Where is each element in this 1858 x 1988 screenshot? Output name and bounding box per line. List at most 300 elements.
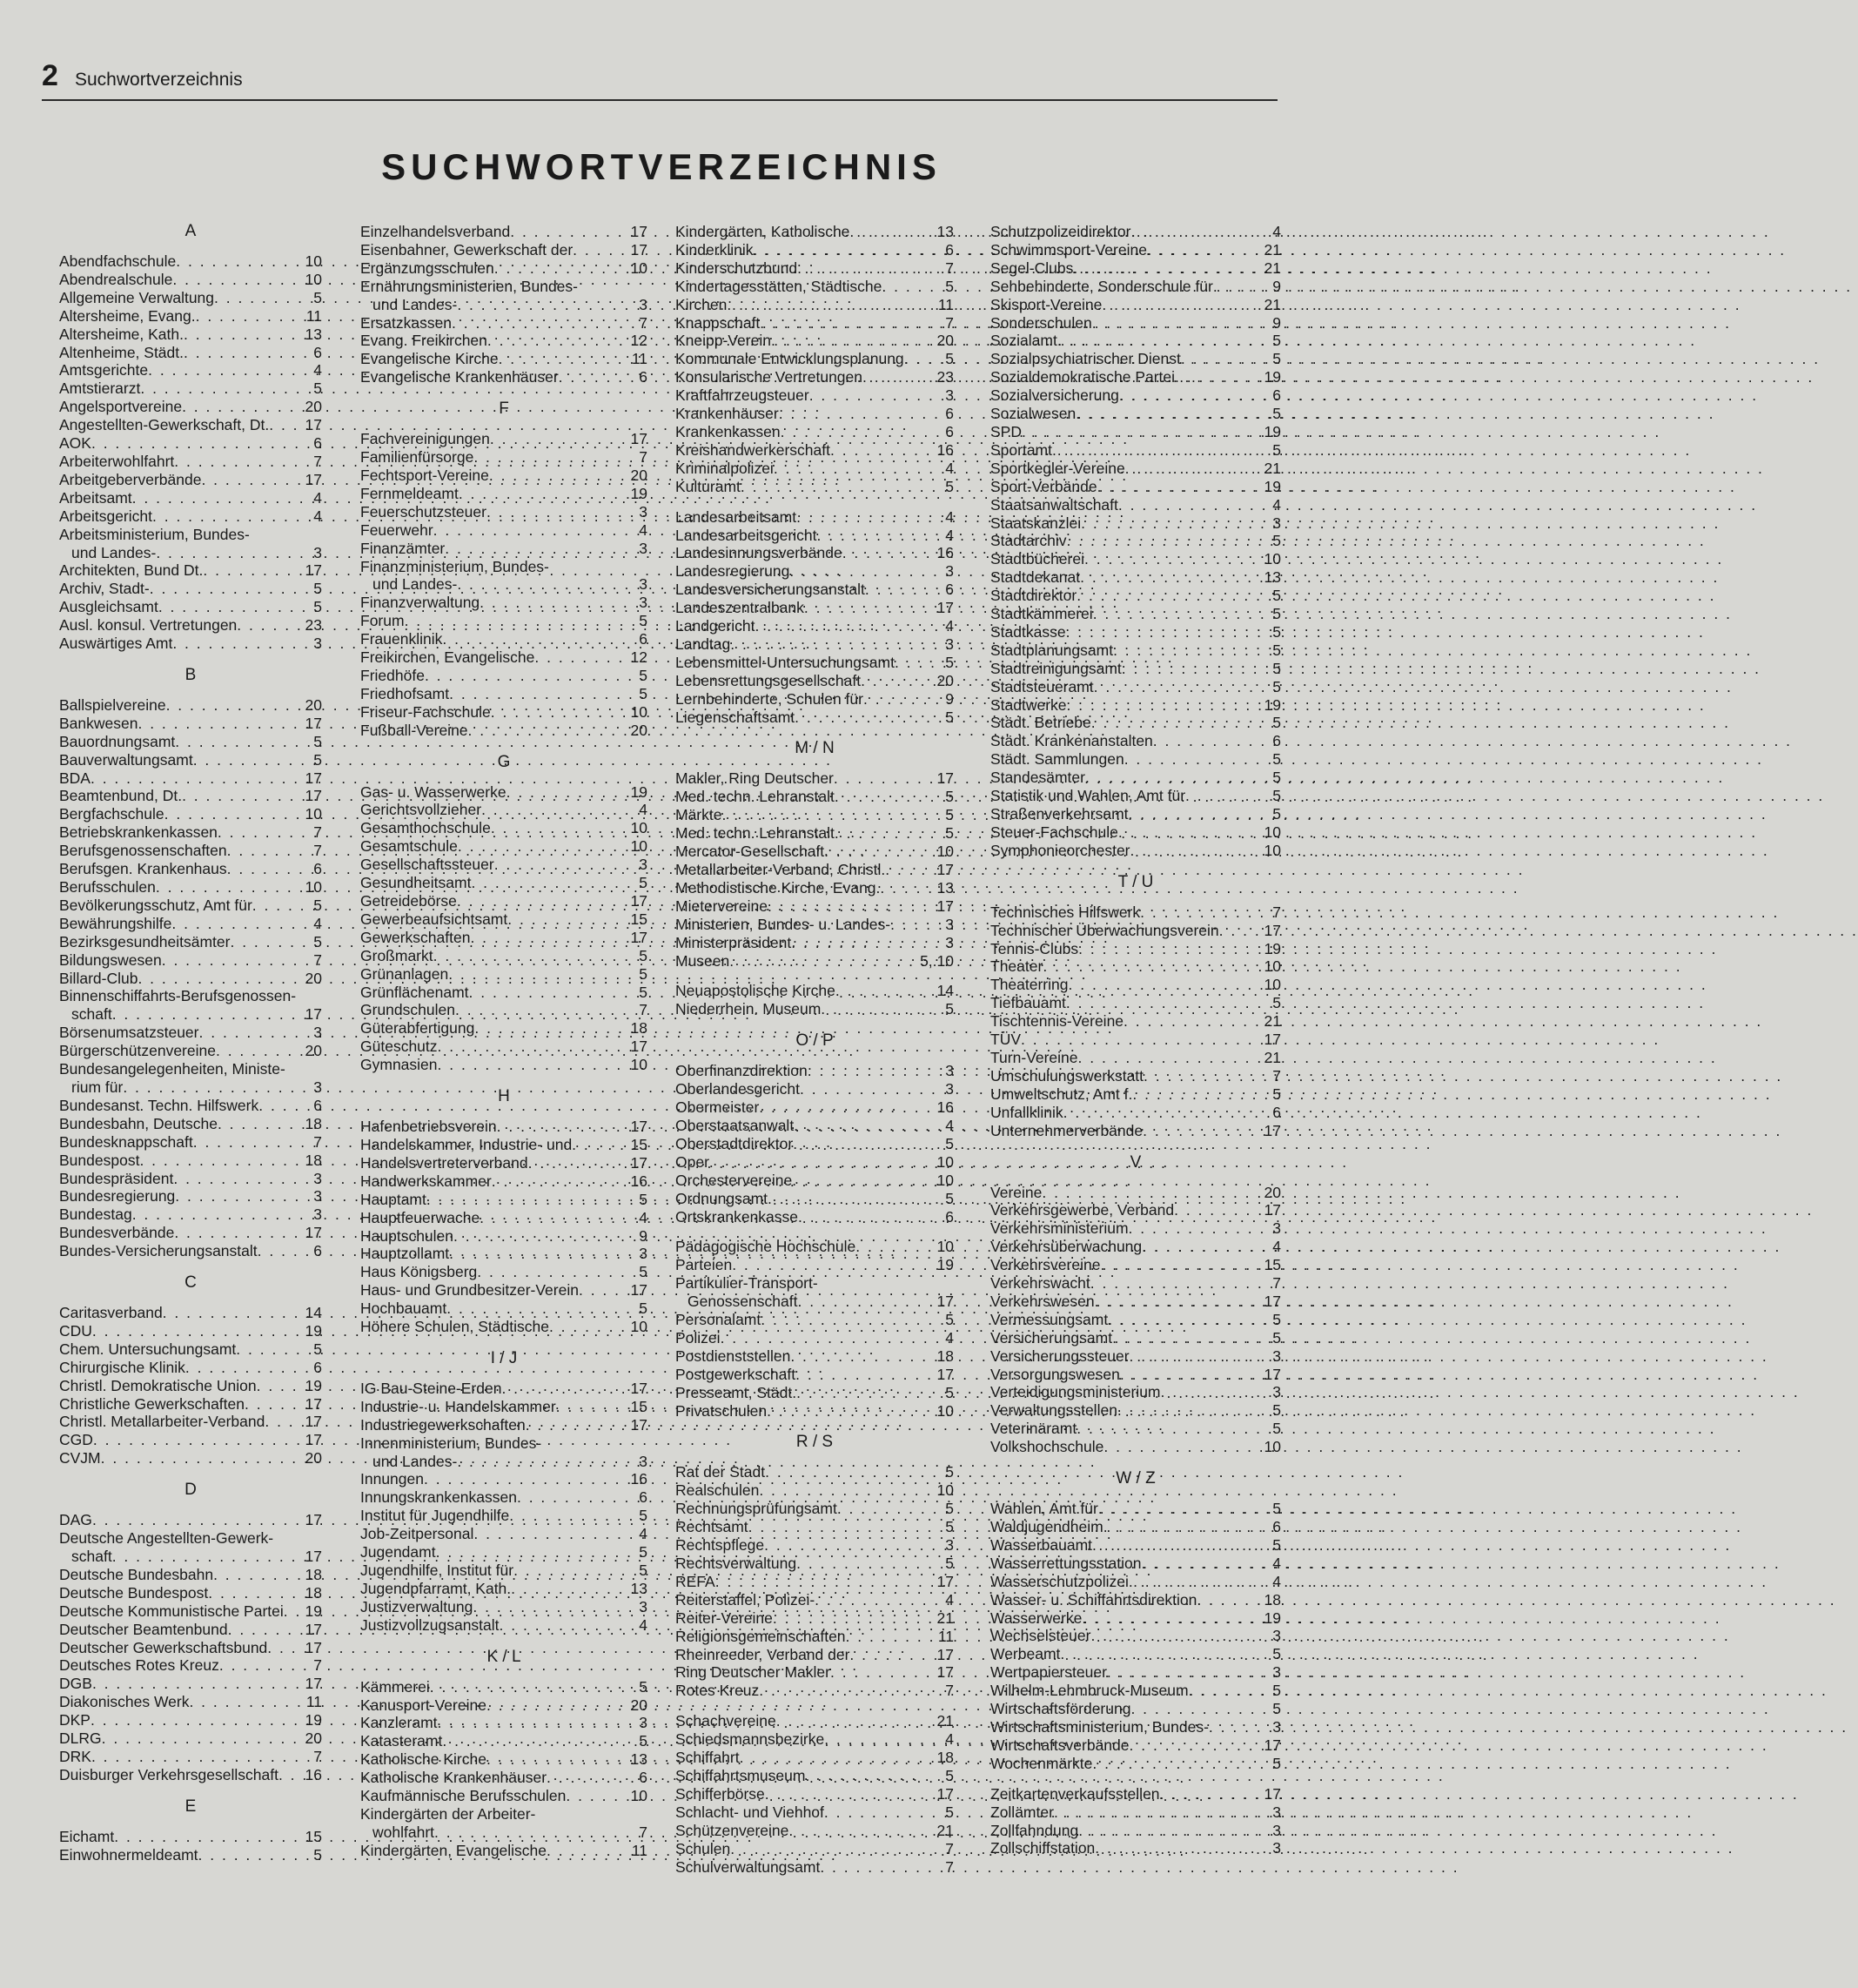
leader-dots (517, 1488, 636, 1507)
leader-dots (1095, 1293, 1262, 1311)
entry-term: Deutsche Kommunistische Partei (59, 1602, 284, 1620)
index-entry (59, 1152, 322, 1170)
leader-dots (1153, 732, 1270, 750)
leader-dots (1090, 1274, 1270, 1293)
index-entry (59, 1024, 322, 1042)
entry-term: Evang. Freikirchen (360, 332, 487, 350)
entry-page: 3 (1272, 1839, 1281, 1857)
entry-term: Unfallklinik (990, 1103, 1063, 1121)
index-entry (675, 1208, 954, 1226)
entry-term: Bundespost (59, 1151, 140, 1169)
index-entry (360, 1380, 647, 1398)
entry-page: 3 (639, 1597, 647, 1615)
entry-term: Beamtenbund, Dt. (59, 787, 183, 805)
entry-page: 19 (1264, 695, 1281, 714)
entry-page: 3 (1272, 1717, 1281, 1736)
leader-dots (138, 970, 302, 988)
index-entry (675, 1329, 954, 1347)
leader-dots (471, 874, 636, 892)
index-entry (59, 860, 322, 878)
leader-dots (507, 910, 627, 929)
index-entry (360, 1769, 647, 1787)
index-entry (990, 1591, 1281, 1609)
leader-dots (729, 952, 917, 970)
entry-term: Ersatzkassen (360, 313, 453, 332)
index-entry (990, 405, 1281, 423)
entry-page: 17 (1264, 1201, 1281, 1219)
leader-dots (1057, 332, 1270, 350)
leader-dots (92, 1675, 303, 1693)
entry-page: 5 (1272, 677, 1281, 695)
entry-term: Rechtsamt (675, 1518, 748, 1536)
leader-dots (148, 361, 311, 379)
entry-gap (675, 1226, 954, 1238)
index-entry (990, 1293, 1281, 1311)
entry-term: Bundesverbände (59, 1224, 175, 1242)
index-entry (59, 715, 322, 733)
entry-page: 10 (305, 270, 322, 288)
index-entry (990, 514, 1281, 533)
index-entry (990, 1438, 1281, 1456)
entry-term: DRK (59, 1747, 91, 1765)
entry-term: Stadtarchiv (990, 532, 1067, 550)
entry-page: 17 (305, 1005, 322, 1024)
index-entry (360, 929, 647, 947)
entry-page: 5 (1272, 405, 1281, 423)
index-entry (59, 434, 322, 453)
entry-page: 17 (630, 1281, 647, 1300)
index-entry (59, 1340, 322, 1359)
index-entry (990, 1645, 1281, 1663)
entry-page: 21 (1264, 259, 1281, 277)
leader-dots (433, 521, 637, 540)
leader-dots (486, 1696, 628, 1715)
leader-dots (773, 1609, 935, 1628)
entry-term: Fernmeldeamt (360, 484, 459, 502)
entry-page: 3 (313, 1206, 322, 1224)
index-entry (59, 1078, 322, 1097)
entry-term: und Landes- (372, 295, 458, 313)
entry-term: Märkte (675, 806, 722, 824)
entry-page: 15 (630, 1397, 647, 1415)
index-entry (990, 1067, 1281, 1085)
leader-dots (480, 594, 636, 612)
entry-term: Freikirchen, Evangelische (360, 648, 535, 667)
entry-page: 6 (639, 1488, 647, 1507)
entry-term: Med. techn. Lehranstalt (675, 824, 835, 843)
entry-term: Bürgerschützenvereine (59, 1042, 216, 1060)
entry-term: Sozialamt (990, 332, 1057, 350)
entry-term: Kirchen (675, 295, 728, 313)
index-entry (675, 843, 954, 861)
leader-dots (824, 1730, 942, 1749)
entry-page: 16 (630, 1172, 647, 1190)
entry-term: Rechnungsprüfungsamt (675, 1500, 837, 1518)
leader-dots (1125, 460, 1262, 478)
leader-dots (185, 1359, 311, 1377)
leader-dots (1063, 1104, 1271, 1122)
index-entry (990, 296, 1281, 314)
entry-term: Kanzleramt (360, 1714, 438, 1732)
index-entry (990, 1822, 1281, 1840)
leader-dots (497, 1118, 628, 1136)
leader-dots (547, 1769, 636, 1787)
entry-page: 4 (639, 521, 647, 539)
leader-dots (101, 1449, 303, 1467)
entry-term: Lernbehinderte, Schulen für (675, 689, 863, 708)
entry-page: 5 (313, 1340, 322, 1358)
index-entry (360, 1488, 647, 1507)
index-entry (360, 1787, 647, 1805)
leader-dots (182, 398, 302, 416)
leader-dots (1092, 314, 1271, 332)
index-entry (360, 910, 647, 929)
entry-term: Symphonieorchester (990, 841, 1130, 859)
index-entry (360, 685, 647, 703)
leader-dots (559, 368, 637, 386)
leader-dots (184, 326, 303, 344)
leader-dots (566, 1787, 627, 1805)
entry-term: schaft (71, 1005, 112, 1024)
entry-term: Unternehmerverbände (990, 1121, 1144, 1139)
entry-term: Schlacht- und Viehhof (675, 1803, 824, 1821)
entry-page: 5 (639, 684, 647, 702)
entry-term: Christl. Metallarbeiter-Verband (59, 1413, 265, 1431)
entry-page: 7 (945, 1857, 954, 1876)
index-entry (360, 1191, 647, 1209)
entry-page: 4 (945, 507, 954, 526)
entry-page: 16 (936, 440, 954, 459)
leader-dots (91, 769, 303, 788)
leader-dots (93, 1431, 303, 1449)
entry-term: Städt. Betriebe (990, 714, 1091, 732)
leader-dots (1067, 532, 1271, 550)
entry-page: 4 (945, 1730, 954, 1749)
entry-term: Innungskrankenkassen (360, 1488, 517, 1507)
index-entry (59, 1566, 322, 1584)
entry-page: 4 (1272, 1554, 1281, 1572)
entry-page: 6 (313, 860, 322, 878)
index-entry (990, 623, 1281, 641)
entry-term: Bundesregierung (59, 1187, 176, 1206)
index-entry (59, 580, 322, 598)
entry-term: Krankenhäuser (675, 405, 779, 423)
entry-page: 5 (313, 732, 322, 750)
index-entry (59, 1322, 322, 1340)
leader-dots (1094, 678, 1271, 696)
entry-term: Staatskanzlei (990, 514, 1082, 532)
entry-term: Schifferbörse (675, 1784, 765, 1803)
entry-term: Oberstaatsanwalt (675, 1116, 795, 1134)
entry-term: Skisport-Vereine (990, 295, 1103, 313)
index-entry (990, 769, 1281, 787)
entry-page: 7 (313, 452, 322, 470)
index-entry (59, 453, 322, 471)
entry-term: Stadtwerke (990, 695, 1067, 714)
leader-dots (830, 1663, 935, 1682)
index-entry (59, 823, 322, 842)
entry-term: Kindergärten, Evangelische (360, 1841, 547, 1859)
index-entry (675, 672, 954, 690)
index-entry (990, 1700, 1281, 1718)
leader-dots (835, 982, 935, 1000)
leader-dots (494, 259, 628, 278)
index-entry (360, 1398, 647, 1416)
entry-page: 9 (945, 689, 954, 708)
leader-dots (792, 1172, 934, 1190)
leader-dots (501, 1380, 627, 1398)
entry-term: Verwaltungsstellen (990, 1401, 1117, 1420)
entry-term: Arbeiterwohlfahrt (59, 452, 175, 470)
entry-term: Archiv, Stadt- (59, 580, 150, 598)
entry-page: 20 (936, 332, 954, 350)
entry-page: 18 (1264, 1590, 1281, 1609)
entry-term: Kulturamt (675, 477, 741, 495)
entry-term: schaft (71, 1548, 112, 1565)
entry-page: 12 (630, 648, 647, 667)
index-entry (675, 769, 954, 788)
entry-term: Bauverwaltungsamt (59, 750, 193, 769)
index-column-2 (360, 223, 647, 1860)
entry-term: Verkehrsgewerbe, Verband (990, 1201, 1175, 1219)
index-entry (675, 952, 954, 970)
entry-term: Christliche Gewerkschaften (59, 1394, 245, 1413)
index-entry (360, 1281, 647, 1300)
index-entry (675, 1591, 954, 1609)
index-entry (360, 1038, 647, 1056)
entry-term: Friedhofsamt (360, 684, 450, 702)
entry-term: Sonderschulen (990, 313, 1092, 332)
section-letter: T / U (1117, 872, 1154, 891)
leader-dots (1132, 1085, 1270, 1104)
entry-page: 4 (945, 1590, 954, 1609)
index-column-1 (59, 223, 322, 1864)
entry-page: 4 (945, 1328, 954, 1347)
entry-term: Betriebskrankenkassen (59, 823, 218, 842)
index-entry (59, 1097, 322, 1115)
entry-term: Grundschulen (360, 1001, 455, 1019)
entry-page: 5 (945, 477, 954, 495)
section-letter: I / J (490, 1348, 518, 1367)
index-entry (360, 801, 647, 819)
index-entry (675, 278, 954, 296)
entry-page: 4 (639, 1208, 647, 1226)
entry-term: Wahlen, Amt für (990, 1500, 1098, 1518)
leader-dots (768, 897, 935, 916)
leader-dots (1107, 1663, 1270, 1682)
entry-page: 20 (630, 721, 647, 739)
leader-dots (1143, 1122, 1261, 1140)
entry-term: Kraftfahrzeugsteuer (675, 386, 809, 405)
entry-page: 10 (1264, 1438, 1281, 1456)
index-entry (59, 307, 322, 326)
entry-page: 4 (1272, 495, 1281, 514)
index-entry (990, 750, 1281, 769)
entry-term: Landtag (675, 635, 731, 653)
leader-dots (219, 1656, 311, 1675)
index-entry (360, 837, 647, 856)
leader-dots (1142, 1238, 1270, 1256)
leader-dots (1092, 1536, 1270, 1555)
index-entry (990, 441, 1281, 460)
entry-term: Schachvereine (675, 1712, 776, 1730)
entry-page: 10 (936, 1152, 954, 1171)
leader-dots (425, 667, 636, 685)
leader-dots (424, 1470, 628, 1488)
index-entry (675, 1628, 954, 1646)
entry-term: Stadtplanungsamt (990, 641, 1114, 659)
index-entry (59, 1766, 322, 1784)
index-entry (59, 344, 322, 362)
leader-dots (218, 1115, 303, 1133)
entry-term: Vereine (990, 1183, 1043, 1201)
entry-term: Verkehrsvereine (990, 1256, 1101, 1274)
leader-dots (791, 934, 942, 952)
entry-page: 3 (945, 1080, 954, 1098)
leader-dots (214, 289, 311, 307)
entry-page: 5 (945, 1463, 954, 1481)
entry-term: Kneipp-Verein (675, 332, 771, 350)
entry-page: 12 (630, 332, 647, 350)
index-entry (675, 1080, 954, 1098)
entry-term: Kommunale Entwicklungsplanung (675, 350, 904, 368)
entry-page: 17 (936, 599, 954, 617)
leader-dots (156, 878, 303, 897)
index-entry (59, 1042, 322, 1060)
entry-term: Realschulen (675, 1481, 760, 1500)
index-entry (990, 1718, 1281, 1736)
leader-dots (492, 1172, 628, 1191)
entry-term: Zeitkartenverkaufsstellen (990, 1784, 1160, 1803)
entry-term: Evangelische Krankenhäuser (360, 368, 559, 386)
leader-dots (1213, 278, 1270, 296)
entry-page: 4 (313, 361, 322, 379)
entry-term: Haus- und Grundbesitzer-Verein (360, 1281, 579, 1300)
entry-term: Fechtsport-Vereine (360, 466, 489, 484)
entry-term: Stadtsteueramt (990, 677, 1094, 695)
entry-term: Staatsanwaltschaft (990, 495, 1118, 514)
index-entry (360, 1019, 647, 1038)
entry-page: 5 (313, 896, 322, 914)
entry-page: 5 (639, 983, 647, 1001)
index-entry (360, 1678, 647, 1696)
index-entry (360, 1750, 647, 1769)
entry-term: Angelsportvereine (59, 398, 183, 416)
index-entry (990, 660, 1281, 678)
index-entry (360, 1209, 647, 1227)
entry-term: Tennis-Clubs (990, 939, 1079, 957)
leader-dots (534, 648, 627, 667)
entry-page: 19 (936, 1256, 954, 1274)
leader-dots (132, 1206, 312, 1224)
entry-term: Deutsche Bundespost (59, 1583, 209, 1602)
entry-term: Billard-Club (59, 969, 138, 987)
entry-page: 5 (1272, 787, 1281, 805)
leader-dots (139, 1152, 302, 1170)
index-entry (675, 1238, 954, 1256)
entry-page: 5 (1272, 1500, 1281, 1518)
index-entry (675, 1609, 954, 1628)
entry-page: 3 (313, 1024, 322, 1042)
entry-term: Bergfachschule (59, 805, 164, 823)
entry-page: 11 (937, 1627, 954, 1645)
leader-dots (1122, 660, 1270, 678)
entry-term: Bezirksgesundheitsämter (59, 932, 231, 950)
entry-page: 5 (313, 598, 322, 616)
leader-dots (189, 1693, 303, 1711)
index-entry (990, 568, 1281, 587)
leader-dots (759, 1481, 934, 1500)
entry-term: Feuerschutzsteuer (360, 502, 486, 521)
entry-page: 7 (945, 1839, 954, 1857)
leader-dots (509, 1507, 636, 1525)
leader-dots (1161, 1383, 1271, 1401)
leader-dots (208, 1584, 302, 1602)
entry-term: Partikulier-Transport- (675, 1274, 818, 1293)
index-entry (59, 1187, 322, 1206)
leader-dots (1185, 787, 1270, 805)
entry-page: 4 (313, 507, 322, 525)
leader-dots (1129, 805, 1271, 823)
entry-page: 11 (631, 350, 647, 368)
index-entry (675, 599, 954, 617)
entry-term: DKP (59, 1711, 91, 1729)
entry-page: 4 (1272, 1572, 1281, 1590)
index-entry (360, 540, 647, 558)
index-entry (59, 526, 322, 544)
entry-term: Versicherungssteuer (990, 1347, 1130, 1365)
leader-dots (849, 223, 934, 241)
leader-dots (284, 1602, 303, 1621)
entry-page: 20 (305, 1729, 322, 1748)
leader-dots (808, 1062, 943, 1080)
index-entry (675, 581, 954, 599)
entry-term: Höhere Schulen, Städtische (360, 1318, 549, 1336)
entry-page: 3 (945, 562, 954, 581)
index-entry (360, 1001, 647, 1019)
entry-term: Arbeitsministerium, Bundes- (59, 525, 250, 543)
entry-page: 9 (1272, 313, 1281, 332)
leader-dots (1118, 823, 1262, 842)
entry-term: Auswärtiges Amt (59, 635, 173, 653)
entry-term: Rotes Kreuz (675, 1682, 760, 1700)
leader-dots (405, 612, 637, 630)
entry-page: 3 (945, 1062, 954, 1080)
index-entry (59, 897, 322, 915)
leader-dots (490, 430, 628, 448)
entry-term: Ortskrankenkasse (675, 1207, 799, 1226)
index-entry (59, 751, 322, 769)
entry-term: Grünflächenamt (360, 983, 469, 1001)
index-entry (675, 709, 954, 727)
entry-page: 11 (631, 1841, 647, 1859)
entry-page: 5 (639, 666, 647, 684)
entry-page: 6 (1272, 1103, 1281, 1121)
entry-term: Lebensmittel-Untersuchungsamt (675, 653, 895, 671)
index-entry (360, 1300, 647, 1318)
entry-page: 5 (639, 1562, 647, 1579)
leader-dots (481, 801, 636, 819)
entry-page: 3 (639, 295, 647, 313)
entry-page: 5 (1272, 769, 1281, 787)
index-entry (59, 271, 322, 289)
entry-term: Ballspielvereine (59, 695, 166, 714)
index-entry (675, 1000, 954, 1018)
entry-term: Feuerwehr (360, 521, 433, 539)
index-entry (990, 1347, 1281, 1366)
entry-term: wohlfahrt (372, 1823, 435, 1841)
index-entry (360, 467, 647, 485)
